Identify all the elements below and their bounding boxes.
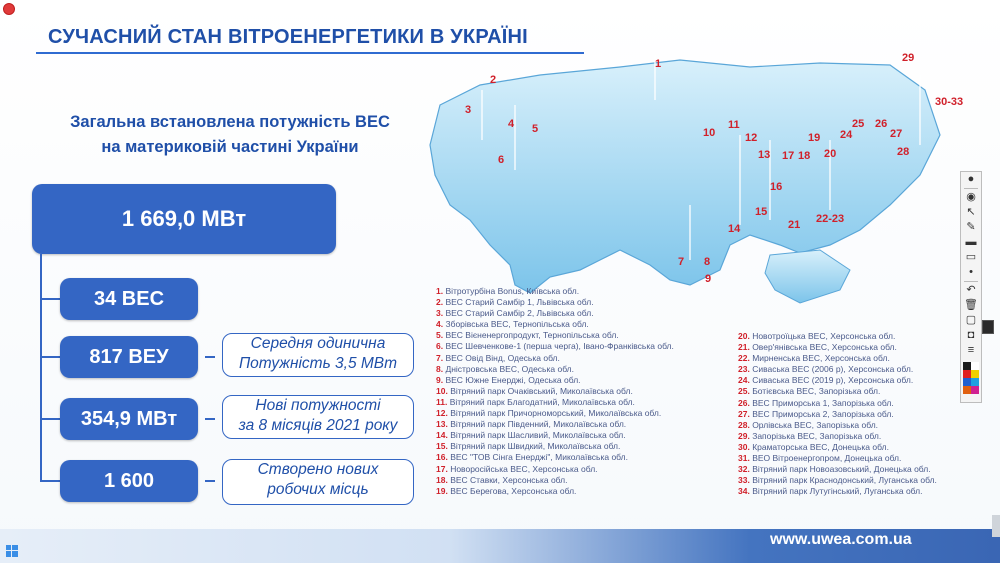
note-line: Нові потужності (255, 397, 381, 414)
toolbar-grip[interactable] (982, 320, 994, 334)
legend-text: Вітряний парк Благодатний, Миколаївська обл. (449, 396, 635, 407)
note-connector-1 (205, 356, 215, 358)
legend-item (738, 409, 937, 420)
legend-number: 32. (738, 464, 753, 475)
map-label: 15 (755, 206, 768, 218)
legend-number: 6. (436, 341, 446, 352)
map-label: 13 (758, 149, 771, 161)
map-label: 30-33 (935, 96, 964, 108)
map-label: 20 (824, 148, 837, 160)
note-average-power (222, 333, 414, 377)
note-line: Середня одинична (250, 335, 386, 352)
record-indicator-icon[interactable] (3, 3, 15, 15)
legend-item (436, 441, 674, 452)
map-label: 8 (704, 256, 711, 268)
legend-number: 28. (738, 419, 753, 430)
pen-icon[interactable]: ✎ (966, 221, 976, 233)
legend-item (436, 464, 674, 475)
legend-text: Краматорська ВЕС, Донецька обл. (752, 441, 889, 452)
note-connector-3 (205, 480, 215, 482)
legend-text: Сиваська ВЕС (2006 р), Херсонська обл. (752, 364, 914, 375)
legend-text: ВЕС Приморська 1, Запорізька обл. (752, 397, 894, 408)
map-shape (430, 60, 940, 293)
connector-vertical (40, 254, 42, 482)
legend-item (436, 475, 674, 486)
legend-number: 4. (436, 319, 446, 330)
legend-item (436, 430, 674, 441)
map-label: 26 (875, 118, 888, 130)
ukraine-map (420, 45, 964, 315)
legend-item (738, 375, 937, 386)
legend-item (436, 375, 674, 386)
legend-item (436, 408, 674, 419)
legend-text: Орлівська ВЕС, Запорізька обл. (752, 419, 879, 430)
note-line: робочих місць (267, 481, 369, 498)
map-label: 17 (782, 150, 795, 162)
color-swatch[interactable] (971, 362, 979, 370)
map-label: 24 (840, 129, 853, 141)
legend-item (738, 486, 937, 497)
legend-number: 20. (738, 331, 753, 341)
legend-text: ВЕС Ставки, Херсонська обл. (450, 474, 568, 485)
legend-item (738, 442, 937, 453)
legend-text: Дністровська ВЕС, Одеська обл. (445, 363, 575, 374)
map-label: 9 (705, 273, 712, 285)
legend-item (738, 364, 937, 375)
legend-text: Сиваська ВЕС (2019 р), Херсонська обл. (752, 375, 914, 386)
color-swatch[interactable] (963, 362, 971, 370)
lightbulb-icon[interactable]: ● (967, 173, 975, 185)
legend-item (738, 398, 937, 409)
map-label: 11 (728, 119, 740, 131)
map-label: 28 (897, 146, 910, 158)
map-label: 2 (490, 74, 497, 86)
screen-icon[interactable]: ▢ (965, 314, 977, 326)
legend-number: 2. (436, 297, 446, 308)
legend-left (436, 286, 674, 497)
legend-item (738, 353, 937, 364)
map-label: 29 (902, 52, 915, 64)
legend-number: 23. (738, 364, 753, 375)
connector-1 (40, 298, 60, 300)
note-line: за 8 місяців 2021 року (238, 417, 398, 434)
legend-item (436, 397, 674, 408)
legend-text: Новоросійська ВЕС, Херсонська обл. (450, 463, 598, 474)
legend-text: Запорізька ВЕС, Запорізька обл. (752, 430, 882, 441)
legend-number: 17. (436, 463, 451, 474)
legend-text: ВЕС Вієненергопродукт, Тернопільська обл. (445, 330, 619, 341)
legend-item (738, 342, 937, 353)
connector-2 (40, 356, 60, 358)
legend-text: ВЕС Старий Самбір 2, Львівська обл. (445, 308, 594, 319)
legend-text: Вітротурбіна Bonus, Київська обл. (445, 286, 580, 296)
note-connector-2 (205, 418, 215, 420)
legend-item (436, 286, 674, 297)
legend-text: ВЕС Шевченкове-1 (перша черга), Івано-Франківська обл. (445, 341, 674, 352)
legend-number: 27. (738, 408, 753, 419)
legend-item (738, 331, 937, 342)
legend-item (436, 452, 674, 463)
map-label: 27 (890, 128, 903, 140)
color-palette (963, 362, 979, 394)
legend-text: ВЕО Вітроенергопром, Донецька обл. (752, 453, 902, 464)
total-capacity-box: 1 669,0 МВт (32, 184, 336, 254)
subtitle-line-2: на материковій частині України (101, 138, 359, 156)
legend-item (436, 353, 674, 364)
legend-text: Вітряний парк Шасливий, Миколаївська обл. (450, 430, 626, 441)
color-swatch[interactable] (963, 370, 971, 378)
map-label: 18 (798, 150, 811, 162)
legend-item (436, 341, 674, 352)
arrow-icon[interactable]: ↖ (966, 206, 976, 218)
legend-number: 9. (436, 374, 446, 385)
legend-number: 16. (436, 452, 451, 463)
legend-number: 7. (436, 352, 446, 363)
legend-item (738, 475, 937, 486)
undo-icon[interactable]: ↶ (966, 284, 976, 296)
legend-item (738, 431, 937, 442)
map-label: 14 (728, 223, 741, 235)
subtitle-line-1: Загальна встановлена потужність ВЕС (70, 113, 390, 131)
map-label: 4 (508, 118, 515, 130)
map-label: 1 (655, 58, 662, 70)
legend-item (436, 330, 674, 341)
legend-text: ВЕС Приморська 2, Запорізька обл. (752, 408, 894, 419)
legend-number: 30. (738, 441, 753, 452)
legend-text: ВЕС Старий Самбір 1, Львівська обл. (445, 297, 594, 308)
legend-number: 31. (738, 453, 753, 464)
legend-number: 34. (738, 486, 753, 497)
legend-number: 29. (738, 430, 753, 441)
slide-title: СУЧАСНИЙ СТАН ВІТРОЕНЕРГЕТИКИ В УКРАЇНІ (48, 26, 528, 48)
legend-number: 3. (436, 308, 446, 319)
map-label: 12 (745, 132, 758, 144)
color-swatch[interactable] (971, 386, 979, 394)
toolbar-separator (964, 188, 978, 189)
map-label: 19 (808, 132, 821, 144)
legend-item (436, 308, 674, 319)
map-label: 5 (532, 123, 539, 135)
legend-number: 11. (436, 396, 450, 407)
legend-text: Вітряний парк Південний, Миколаївська обл. (450, 419, 627, 430)
toolbar-separator (964, 281, 978, 282)
legend-text: Вітряний парк Очаківський, Миколаївська обл. (450, 385, 633, 396)
legend-number: 33. (738, 475, 753, 486)
crimea-shape (765, 250, 850, 303)
stat-new-capacity-box: 354,9 МВт (60, 398, 198, 440)
color-swatch[interactable] (963, 386, 971, 394)
legend-text: Вітряний парк Лутугінський, Луганська обл. (752, 486, 923, 497)
camera-icon[interactable]: ◘ (967, 329, 975, 341)
connector-3 (40, 418, 60, 420)
legend-text: ВЕС Овід Вінд, Одеська обл. (445, 352, 560, 363)
legend-text: Мирненська ВЕС, Херсонська обл. (752, 353, 890, 364)
notes-icon[interactable]: ≡ (967, 344, 975, 356)
legend-item (738, 420, 937, 431)
map-label: 7 (678, 256, 685, 268)
eye-icon[interactable]: ◉ (966, 191, 976, 203)
legend-text: ВЕС Берегова, Херсонська обл. (450, 485, 577, 496)
legend-number: 12. (436, 408, 451, 419)
legend-item (436, 419, 674, 430)
highlighter-icon[interactable]: ▬ (965, 236, 977, 248)
legend-number: 14. (436, 430, 451, 441)
dot-icon[interactable]: • (969, 266, 973, 278)
legend-number: 21. (738, 342, 753, 353)
legend-item (436, 319, 674, 330)
legend-right (738, 331, 937, 497)
map-label: 3 (465, 104, 472, 116)
legend-text: Вітряний парк Причорноморський, Миколаївська обл. (450, 408, 662, 419)
legend-number: 10. (436, 385, 451, 396)
legend-number: 26. (738, 397, 753, 408)
legend-item (738, 453, 937, 464)
note-new-capacity (222, 395, 414, 439)
note-line: Потужність 3,5 МВт (238, 355, 398, 372)
legend-number: 25. (738, 386, 753, 397)
color-swatch[interactable] (963, 378, 971, 386)
annotation-toolbar (960, 171, 982, 403)
legend-text: Вітряний парк Швидкий, Миколаївська обл. (450, 441, 621, 452)
color-swatch[interactable] (971, 378, 979, 386)
legend-text: Вітряний парк Новоазовський, Донецька обл. (752, 464, 931, 475)
legend-number: 24. (738, 375, 753, 386)
legend-number: 5. (436, 330, 446, 341)
connector-4 (40, 480, 60, 482)
legend-item (436, 386, 674, 397)
eraser-icon[interactable]: ▭ (965, 251, 977, 263)
color-swatch[interactable] (971, 370, 979, 378)
legend-number: 22. (738, 353, 753, 364)
note-line: Створено нових (257, 461, 379, 478)
map-label: 16 (770, 181, 783, 193)
legend-text: Вітряний парк Краснодонський, Луганська обл. (752, 475, 937, 486)
legend-number: 15. (436, 441, 451, 452)
stat-turbines-box: 817 ВЕУ (60, 336, 198, 378)
legend-item (738, 386, 937, 397)
legend-text: ВЕС "ТОВ Сінга Енерджі", Миколаївська обл. (450, 452, 628, 463)
legend-text: Ботієвська ВЕС, Запорізька обл. (752, 386, 881, 397)
legend-text: Зборівська ВЕС, Тернопільська обл. (445, 319, 589, 330)
legend-number: 18. (436, 474, 451, 485)
footer-url[interactable]: www.uwea.com.ua (770, 531, 912, 548)
legend-text: Новотроїцька ВЕС, Херсонська обл. (752, 331, 896, 341)
scrollbar[interactable] (992, 515, 1000, 537)
note-jobs (222, 459, 414, 505)
windows-start-icon[interactable] (6, 544, 18, 556)
legend-item (436, 297, 674, 308)
legend-number: 8. (436, 363, 446, 374)
slide-subtitle (30, 110, 430, 160)
map-label: 25 (852, 118, 865, 130)
map-label: 21 (788, 219, 801, 231)
map-label: 6 (498, 154, 505, 166)
legend-number: 19. (436, 485, 451, 496)
stat-stations-box: 34 ВЕС (60, 278, 198, 320)
legend-number: 13. (436, 419, 451, 430)
legend-text: Овер'янівська ВЕС, Херсонська обл. (752, 342, 897, 353)
trash-icon[interactable]: 🗑 (964, 299, 978, 311)
legend-item (436, 486, 674, 497)
legend-number: 1. (436, 286, 446, 296)
legend-text: ВЕС Южне Енерджі, Одеська обл. (445, 374, 581, 385)
legend-item (738, 464, 937, 475)
stat-jobs-box: 1 600 (60, 460, 198, 502)
legend-item (436, 364, 674, 375)
map-label: 10 (703, 127, 716, 139)
map-label: 22-23 (816, 213, 845, 225)
